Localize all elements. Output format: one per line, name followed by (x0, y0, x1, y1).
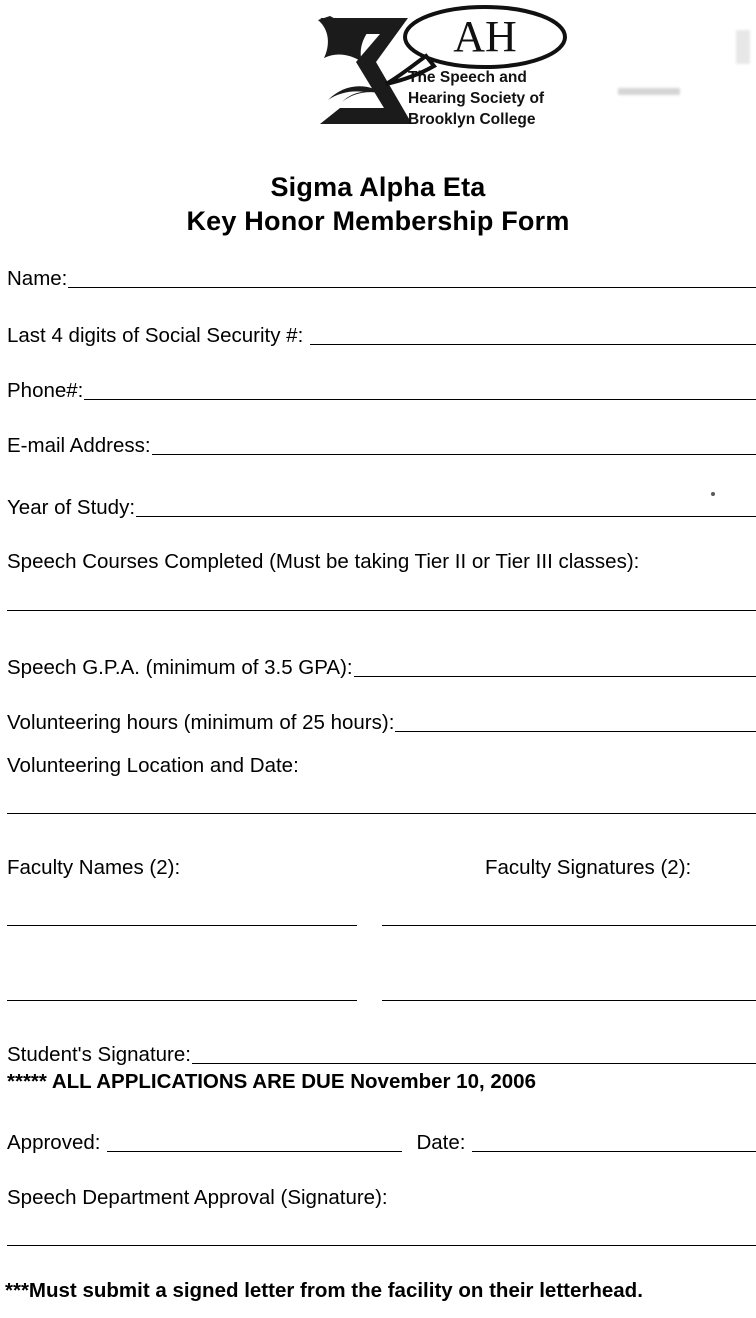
label-speech-gpa: Speech G.P.A. (minimum of 3.5 GPA): (7, 656, 353, 679)
letterhead-notice: ***Must submit a signed letter from the facility on their letterhead. (5, 1279, 643, 1302)
scan-smudge (618, 88, 680, 95)
field-row-phone (7, 378, 756, 403)
logo-org-name (408, 69, 545, 128)
field-row-speech-gpa (7, 655, 756, 680)
page-title-line-1: Sigma Alpha Eta (270, 172, 486, 202)
input-speech-courses[interactable] (7, 610, 756, 611)
input-faculty-name-1[interactable] (7, 925, 357, 926)
input-faculty-signature-1[interactable] (382, 925, 756, 926)
label-volunteer-location: Volunteering Location and Date: (7, 754, 299, 777)
input-ssn-last4[interactable] (310, 344, 756, 345)
field-row-student-signature (7, 1042, 756, 1067)
field-row-volunteer-hours (7, 710, 756, 735)
input-student-signature[interactable] (192, 1063, 756, 1064)
label-email: E-mail Address: (7, 434, 151, 457)
input-date[interactable] (472, 1151, 756, 1152)
label-faculty-names: Faculty Names (2): (7, 856, 181, 879)
logo-bubble-text: AH (453, 12, 517, 61)
input-approved[interactable] (107, 1151, 402, 1152)
scan-smudge-edge (736, 30, 750, 64)
input-faculty-signature-2[interactable] (382, 1000, 756, 1001)
label-phone: Phone#: (7, 379, 84, 402)
label-date: Date: (416, 1131, 466, 1154)
field-row-name (7, 266, 756, 291)
field-row-email (7, 433, 756, 458)
input-speech-gpa[interactable] (354, 676, 756, 677)
label-year-of-study: Year of Study: (7, 496, 136, 519)
sigma-star-mark (318, 16, 412, 124)
field-row-ssn-last4 (7, 323, 756, 348)
input-name[interactable] (68, 287, 756, 288)
input-year-of-study[interactable] (136, 516, 756, 517)
label-name: Name: (7, 267, 68, 290)
input-dept-approval[interactable] (7, 1245, 756, 1246)
field-row-year-of-study (7, 495, 756, 520)
field-row-approved-date (7, 1130, 756, 1155)
label-speech-courses: Speech Courses Completed (Must be taking Tier II or Tier III classes): (7, 550, 640, 573)
organization-logo (300, 4, 590, 149)
svg-text:Brooklyn College: Brooklyn College (408, 111, 536, 128)
label-approved: Approved: (7, 1131, 101, 1154)
svg-text:Hearing Society of: Hearing Society of (408, 90, 545, 107)
due-date-notice: ***** ALL APPLICATIONS ARE DUE November 10, 2006 (7, 1070, 536, 1093)
page-title-line-2: Key Honor Membership Form (186, 206, 570, 236)
input-email[interactable] (152, 454, 756, 455)
input-volunteer-hours[interactable] (395, 731, 756, 732)
input-volunteer-location[interactable] (7, 813, 756, 814)
label-ssn-last4: Last 4 digits of Social Security #: (7, 324, 304, 347)
label-volunteer-hours: Volunteering hours (minimum of 25 hours): (7, 711, 395, 734)
logo-artwork (300, 4, 590, 149)
input-faculty-name-2[interactable] (7, 1000, 357, 1001)
label-dept-approval: Speech Department Approval (Signature): (7, 1186, 388, 1209)
input-phone[interactable] (84, 399, 756, 400)
label-faculty-signatures: Faculty Signatures (2): (485, 856, 692, 879)
label-student-signature: Student's Signature: (7, 1043, 191, 1066)
svg-text:The Speech and: The Speech and (408, 69, 527, 86)
